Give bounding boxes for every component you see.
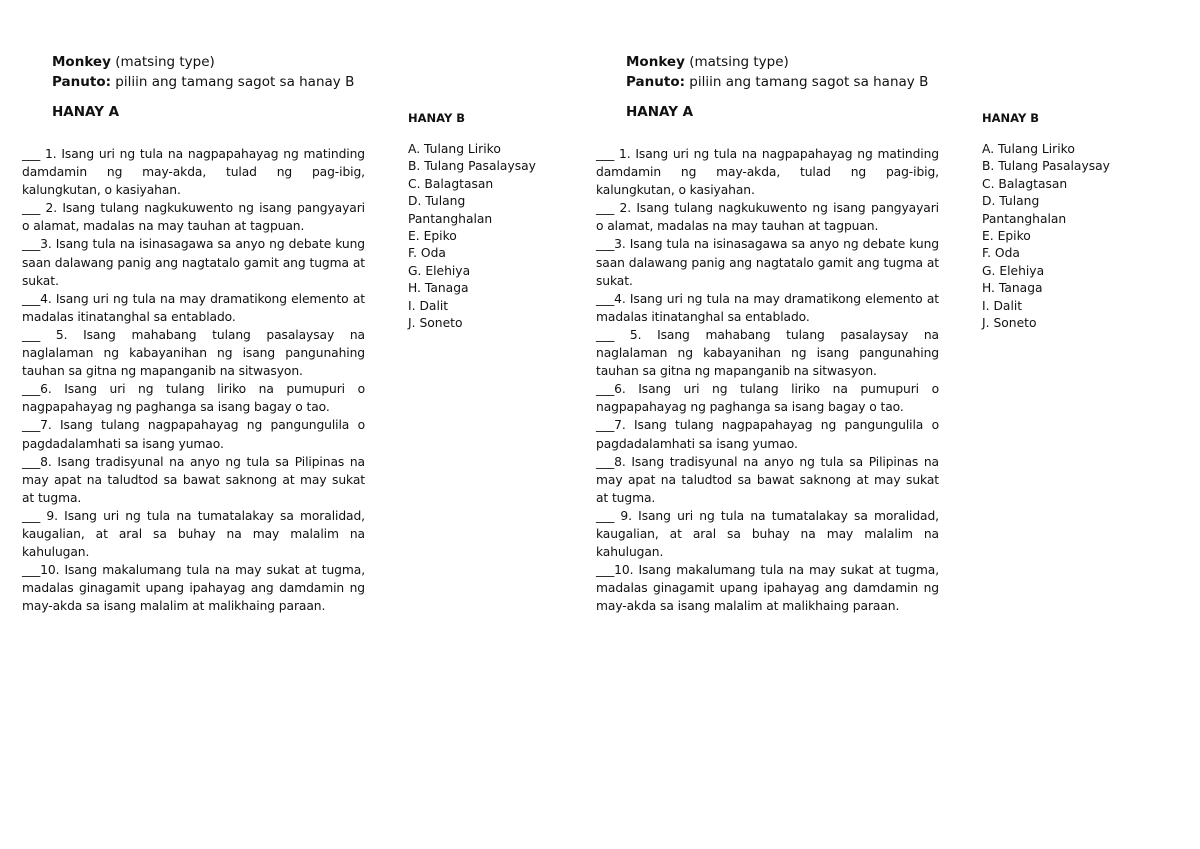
question-item: ___ 2. Isang tulang nagkukuwento ng isang pangyayari o alamat, madalas na may tauhan at tagpuan. xyxy=(22,201,365,234)
question-item: ___10. Isang makalumang tula na may sukat at tugma, madalas ginagamit upang ipahayag ang damdamin ng may-akda sa isang malalim at malikhaing paraan. xyxy=(22,563,365,614)
choice-item: D. Tulang Pantanghalan xyxy=(982,194,1067,226)
choice-item: G. Elehiya xyxy=(982,263,1045,278)
choice-item: J. Soneto xyxy=(982,316,1037,331)
instruction-text: piliin ang tamang sagot sa hanay B xyxy=(689,74,929,90)
question-item: ___ 2. Isang tulang nagkukuwento ng isang pangyayari o alamat, madalas na may tauhan at tagpuan. xyxy=(596,201,939,234)
choice-item: A. Tulang Liriko xyxy=(982,142,1075,156)
choice-item: A. Tulang Liriko xyxy=(408,142,501,156)
instruction-line xyxy=(52,72,354,92)
choice-item: I. Dalit xyxy=(982,298,1023,313)
hanay-a-list xyxy=(22,145,365,615)
choice-item: B. Tulang Pasalaysay xyxy=(408,159,536,174)
question-item: ___ 9. Isang uri ng tula na tumatalakay sa moralidad, kaugalian, at aral sa buhay na may malalim na kahulugan. xyxy=(22,508,365,560)
choice-item: H. Tanaga xyxy=(982,281,1043,296)
question-item: ___ 1. Isang uri ng tula na nagpapahayag ng matinding damdamin ng may-akda, tulad ng pag-ibig, kalungkutan, o kasiyahan. xyxy=(596,147,939,198)
choice-item: E. Epiko xyxy=(982,229,1031,244)
question-item: ___10. Isang makalumang tula na may sukat at tugma, madalas ginagamit upang ipahayag ang damdamin ng may-akda sa isang malalim at malikhaing paraan. xyxy=(596,563,939,614)
question-item: ___ 9. Isang uri ng tula na tumatalakay sa moralidad, kaugalian, at aral sa buhay na may malalim na kahulugan. xyxy=(596,508,939,560)
question-item: ___ 5. Isang mahabang tulang pasalaysay na naglalaman ng kabayanihan ng isang pangunahing tauhan sa gitna ng mapanganib na sitwasyon. xyxy=(596,327,939,379)
question-item: ___4. Isang uri ng tula na may dramatikong elemento at madalas itinatanghal sa entablado. xyxy=(596,291,939,324)
question-item: ___3. Isang tula na isinasagawa sa anyo ng debate kung saan dalawang panig ang nagtatalo gamit ang tugma at sukat. xyxy=(596,237,939,288)
choice-item: H. Tanaga xyxy=(408,281,469,296)
choice-item: D. Tulang Pantanghalan xyxy=(408,194,493,226)
choice-item: E. Epiko xyxy=(408,229,457,244)
choice-item: G. Elehiya xyxy=(408,263,471,278)
hanay-a-title: HANAY A xyxy=(52,104,120,120)
question-item: ___3. Isang tula na isinasagawa sa anyo ng debate kung saan dalawang panig ang nagtatalo gamit ang tugma at sukat. xyxy=(22,237,365,288)
hanay-b-list xyxy=(408,141,538,332)
hanay-b-title: HANAY B xyxy=(408,111,466,125)
question-item: ___6. Isang uri ng tulang liriko na pumupuri o nagpapahayag ng paghanga sa isang bagay o tao. xyxy=(22,382,365,415)
question-item: ___ 5. Isang mahabang tulang pasalaysay na naglalaman ng kabayanihan ng isang pangunahing tauhan sa gitna ng mapanganib na sitwasyon. xyxy=(22,327,365,379)
choice-item: F. Oda xyxy=(408,246,446,261)
worksheet-title: Monkey xyxy=(52,54,111,70)
worksheet-right xyxy=(596,0,1156,849)
worksheet-subtitle: (matsing type) xyxy=(115,54,215,70)
question-item: ___7. Isang tulang nagpapahayag ng pangungulila o pagdadalamhati sa isang yumao. xyxy=(22,418,365,451)
question-item: ___8. Isang tradisyunal na anyo ng tula sa Pilipinas na may apat na taludtod sa bawat saknong at may sukat at tugma. xyxy=(596,454,939,505)
question-item: ___7. Isang tulang nagpapahayag ng pangungulila o pagdadalamhati sa isang yumao. xyxy=(596,418,939,451)
question-item: ___8. Isang tradisyunal na anyo ng tula sa Pilipinas na may apat na taludtod sa bawat saknong at may sukat at tugma. xyxy=(22,454,365,505)
title-line xyxy=(626,52,928,72)
choice-item: C. Balagtasan xyxy=(408,176,494,191)
hanay-b-list xyxy=(982,141,1112,332)
question-item: ___ 1. Isang uri ng tula na nagpapahayag ng matinding damdamin ng may-akda, tulad ng pag-ibig, kalungkutan, o kasiyahan. xyxy=(22,147,365,198)
choice-item: F. Oda xyxy=(982,246,1020,261)
instruction-text: piliin ang tamang sagot sa hanay B xyxy=(115,74,355,90)
choice-item: I. Dalit xyxy=(408,298,449,313)
worksheet-header xyxy=(52,52,354,92)
choice-item: B. Tulang Pasalaysay xyxy=(982,159,1110,174)
hanay-b-title: HANAY B xyxy=(982,111,1040,125)
choice-item: J. Soneto xyxy=(408,316,463,331)
instruction-line xyxy=(626,72,928,92)
choice-item: C. Balagtasan xyxy=(982,176,1068,191)
instruction-label: Panuto: xyxy=(52,74,111,90)
title-line xyxy=(52,52,354,72)
worksheet-title: Monkey xyxy=(626,54,685,70)
question-item: ___6. Isang uri ng tulang liriko na pumupuri o nagpapahayag ng paghanga sa isang bagay o tao. xyxy=(596,382,939,415)
worksheet-header xyxy=(626,52,928,92)
question-item: ___4. Isang uri ng tula na may dramatikong elemento at madalas itinatanghal sa entablado. xyxy=(22,291,365,324)
worksheet-left xyxy=(22,0,582,849)
worksheet-subtitle: (matsing type) xyxy=(689,54,789,70)
instruction-label: Panuto: xyxy=(626,74,685,90)
hanay-a-title: HANAY A xyxy=(626,104,694,120)
hanay-a-list xyxy=(596,145,939,615)
